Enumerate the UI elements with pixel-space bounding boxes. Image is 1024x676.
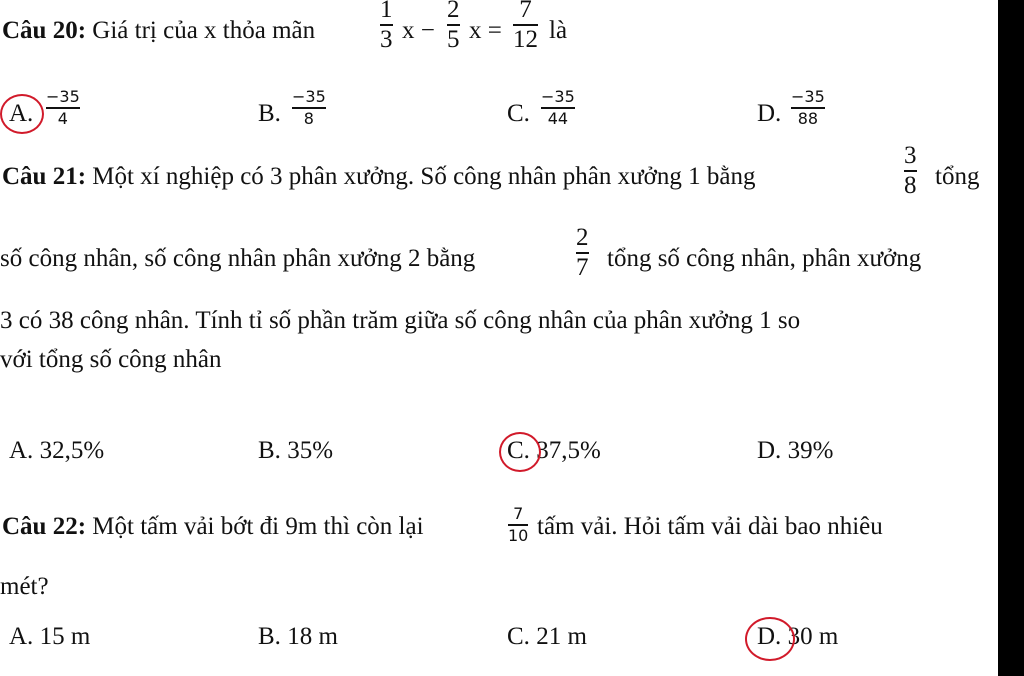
q21-frac2 xyxy=(576,225,589,281)
q21-line1-text: Một xí nghiệp có 3 phân xưởng. Số công nhân phân xưởng 1 bằng xyxy=(92,163,756,190)
q20-text-after: là xyxy=(549,17,568,44)
q22-line1-text: Một tấm vải bớt đi 9m thì còn lại xyxy=(92,513,424,540)
q20-x1: x − xyxy=(402,17,435,44)
q21-option-d xyxy=(757,436,833,466)
q20-option-d-num: −35 xyxy=(791,87,825,106)
q21-label: Câu 21: xyxy=(2,163,87,190)
q21-line3: 3 có 38 công nhân. Tính tỉ số phần trăm giữa số công nhân của phân xưởng 1 so xyxy=(0,307,801,334)
q20-frac3 xyxy=(513,0,538,53)
q22-line2: mét? xyxy=(0,573,49,600)
q21-option-d-value: 39% xyxy=(787,437,834,464)
q20-frac1 xyxy=(380,0,393,53)
q21-line4: với tổng số công nhân xyxy=(0,346,222,373)
q22-option-c-value: 21 m xyxy=(536,623,587,650)
q21-option-d-letter: D. xyxy=(757,437,782,464)
q20-option-a-frac xyxy=(46,88,80,128)
q21-frac2-den: 7 xyxy=(576,253,589,281)
q22-option-a-letter: A. xyxy=(9,623,34,650)
q20-label: Câu 20: xyxy=(2,17,87,44)
q22-option-c xyxy=(507,622,587,652)
q20-option-c-letter: C. xyxy=(507,100,530,127)
q20-option-b-den: 8 xyxy=(303,108,314,128)
q20-option-d-den: 88 xyxy=(797,108,819,128)
q22-line1-end: tấm vải. Hỏi tấm vải dài bao nhiêu xyxy=(537,513,883,540)
answer-circle-q21 xyxy=(499,432,541,472)
q22-option-b-value: 18 m xyxy=(287,623,338,650)
q21-option-a-letter: A. xyxy=(9,437,34,464)
q22-option-d-value: 30 m xyxy=(787,623,839,650)
q22-option-c-letter: C. xyxy=(507,623,530,650)
q20-line xyxy=(2,16,315,46)
q21-option-c-value: 37,5% xyxy=(536,437,601,464)
q22-frac-den: 10 xyxy=(508,525,529,545)
q22-frac-num: 7 xyxy=(513,504,524,523)
q21-option-c-letter: C. xyxy=(507,437,530,464)
q20-frac2-num: 2 xyxy=(447,0,460,23)
q21-line1 xyxy=(2,162,755,192)
q21-option-a-value: 32,5% xyxy=(39,437,105,464)
q21-option-b xyxy=(258,436,333,466)
q20-option-c-num: −35 xyxy=(541,87,575,106)
q20-frac1-num: 1 xyxy=(380,0,393,23)
q20-option-a-letter: A. xyxy=(9,100,34,127)
q22-option-d-letter: D. xyxy=(757,623,782,650)
q20-option-a-num: −35 xyxy=(46,87,80,106)
q20-x2: x = xyxy=(469,17,502,44)
q21-frac1-num: 3 xyxy=(904,142,917,169)
q20-option-d-letter: D. xyxy=(757,100,782,127)
q21-option-a xyxy=(9,436,104,466)
q22-option-b-letter: B. xyxy=(258,623,281,650)
q21-line2: số công nhân, số công nhân phân xưởng 2 bằng xyxy=(0,245,476,272)
q20-text: Giá trị của x thỏa mãn xyxy=(92,17,316,44)
q22-frac xyxy=(508,505,528,545)
q20-option-b-letter: B. xyxy=(258,100,281,127)
q21-option-b-value: 35% xyxy=(287,437,334,464)
q22-line1 xyxy=(2,512,424,542)
q20-frac2-den: 5 xyxy=(447,25,460,53)
q20-frac2 xyxy=(447,0,460,53)
q21-frac1-den: 8 xyxy=(904,171,917,199)
q20-option-a-den: 4 xyxy=(57,108,68,128)
q20-frac1-den: 3 xyxy=(380,25,393,53)
q21-line1-end: tổng xyxy=(935,163,980,190)
q20-option-c-den: 44 xyxy=(547,108,569,128)
q21-frac1 xyxy=(904,143,917,199)
q20-frac3-den: 12 xyxy=(513,25,538,53)
q20-option-d-frac xyxy=(791,88,825,128)
answer-circle-q22 xyxy=(745,617,795,661)
q20-option-b-frac xyxy=(292,88,326,128)
q21-line2-end: tổng số công nhân, phân xưởng xyxy=(607,245,922,272)
q21-option-b-letter: B. xyxy=(258,437,281,464)
q20-option-c-frac xyxy=(541,88,575,128)
q20-option-b-num: −35 xyxy=(292,87,326,106)
q22-option-b xyxy=(258,622,338,652)
q22-option-a-value: 15 m xyxy=(39,623,91,650)
q20-frac3-num: 7 xyxy=(519,0,532,23)
q22-option-a xyxy=(9,622,90,652)
answer-circle-q20 xyxy=(0,94,44,134)
q21-frac2-num: 2 xyxy=(576,224,589,251)
dark-edge-strip xyxy=(998,0,1024,676)
q22-label: Câu 22: xyxy=(2,513,87,540)
